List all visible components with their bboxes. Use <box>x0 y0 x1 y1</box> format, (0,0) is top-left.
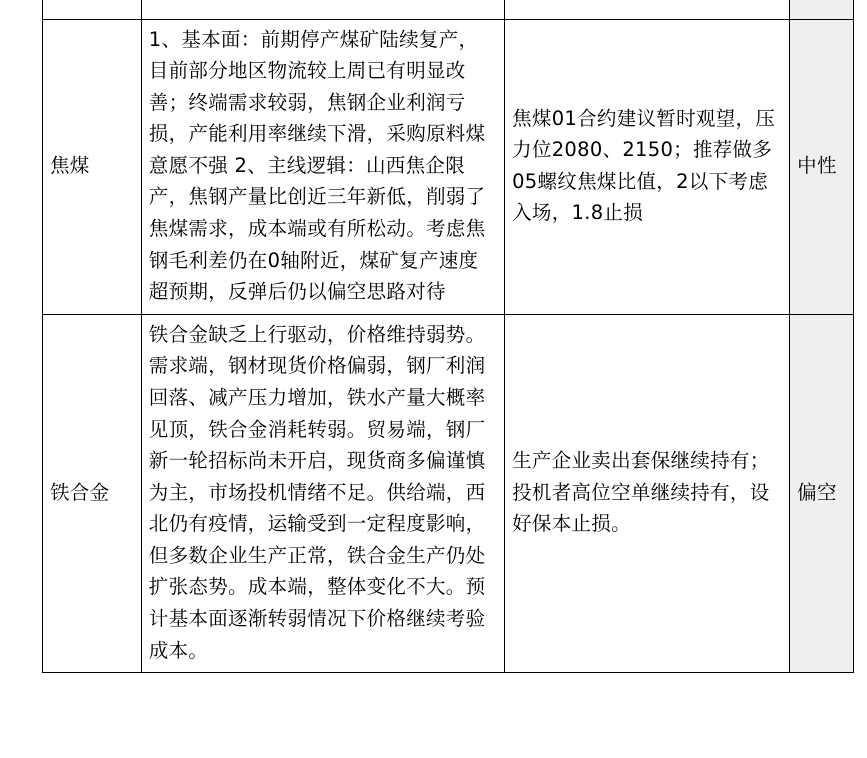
clipped-cell-view <box>505 0 790 19</box>
table-row <box>43 314 854 672</box>
clipped-cell-body <box>141 0 504 19</box>
strategy-text <box>505 19 790 314</box>
clipped-text <box>149 0 497 4</box>
clipped-cell-name <box>43 0 142 19</box>
fundamentals-text <box>141 19 504 314</box>
clipped-cell-rating <box>790 0 854 19</box>
fundamentals-text <box>141 314 504 672</box>
rating-badge: 中性 <box>790 19 854 314</box>
strategy-body: 焦煤01合约建议暂时观望，压力位2080、2150；推荐做多05螺纹焦煤比值，2以下考虑入场，1.8止损 <box>512 106 776 225</box>
strategy-body: 生产企业卖出套保继续持有；投机者高位空单继续持有，设好保本止损。 <box>512 449 770 536</box>
variety-name: 焦煤 <box>43 19 142 314</box>
strategy-text <box>505 314 790 672</box>
variety-name: 铁合金 <box>43 314 142 672</box>
fundamentals-body: 铁合金缺乏上行驱动，价格维持弱势。需求端，钢材现货价格偏弱，钢厂利润回落、减产压力增加，铁水产量大概率见顶，铁合金消耗转弱。贸易端，钢厂新一轮招标尚未开启，现货商多偏谨慎为主，市场投机情绪不足。供给端，西北仍有疫情，运输受到一定程度影响，但多数企业生产正常，铁合金生产仍处扩张态势。成本端，整体变化不大。预计基本面逐渐转弱情况下价格继续考验成本。 <box>148 322 486 662</box>
rating-badge: 偏空 <box>790 314 854 672</box>
table-row-clipped <box>43 0 854 19</box>
fundamentals-body: 1、基本面：前期停产煤矿陆续复产，目前部分地区物流较上周已有明显改善；终端需求较弱，焦钢企业利润亏损，产能利用率继续下滑，采购原料煤意愿不强 2、主线逻辑：山西焦企限产，焦钢产量比创近三年新低，削弱了焦煤需求，成本端或有所松动。考虑焦钢毛利差仍在0轴附近，煤矿复产速度超预期，反弹后仍以偏空思路对待 <box>148 27 486 304</box>
commodity-outlook-table <box>42 0 854 673</box>
table-row <box>43 19 854 314</box>
